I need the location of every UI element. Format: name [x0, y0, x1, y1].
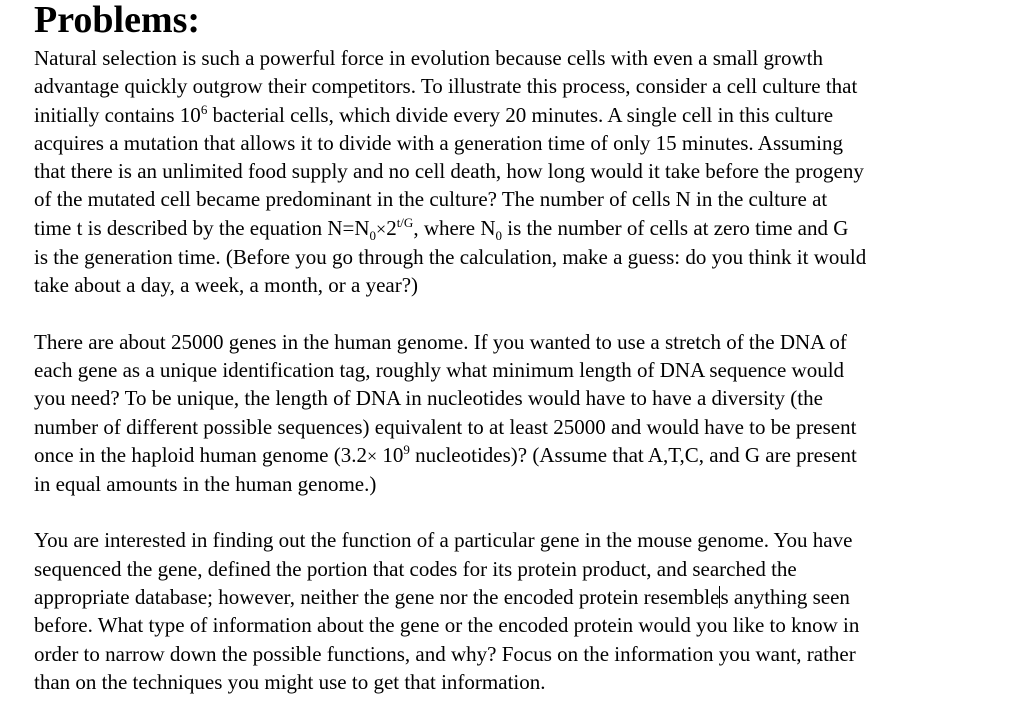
text-run: nucleotides)? (Assume that A,T,C, and G are present	[409, 442, 857, 467]
text-run: 10	[377, 442, 404, 467]
text-run: bacterial cells, which divide every 20 minutes. A single cell in this culture	[207, 102, 834, 127]
page-title: Problems:	[34, 0, 201, 41]
text-line	[34, 441, 994, 470]
text-run: , where N	[413, 215, 496, 240]
text-line: than on the techniques you might use to get that information.	[34, 669, 546, 694]
text-run: is the number of cells at zero time and G	[502, 215, 849, 240]
superscript: t/G	[396, 214, 414, 230]
superscript: 6	[200, 101, 208, 117]
text-line: advantage quickly outgrow their competitors. To illustrate this process, consider a cell culture that	[34, 74, 858, 99]
text-line: before. What type of information about the gene or the encoded protein would you like to know in	[34, 613, 860, 638]
text-line: Natural selection is such a powerful force in evolution because cells with even a small growth	[34, 46, 823, 70]
text-run: s anything seen	[720, 585, 850, 610]
text-run: appropriate database; however, neither the gene nor the encoded protein resemble	[34, 585, 720, 610]
equation-line	[34, 214, 994, 243]
text-line: in equal amounts in the human genome.)	[34, 472, 377, 497]
text-line: There are about 25000 genes in the human genome. If you wanted to use a stretch of the DNA of	[34, 329, 847, 354]
text-line: You are interested in finding out the function of a particular gene in the mouse genome. You have	[34, 528, 853, 553]
document-page	[34, 0, 994, 696]
text-run: initially contains 10	[34, 102, 201, 127]
text-line: number of different possible sequences) equivalent to at least 25000 and would have to be present	[34, 414, 857, 439]
text-line[interactable]	[34, 583, 994, 611]
text-line	[34, 101, 994, 129]
text-line: sequenced the gene, defined the portion that codes for its protein product, and searched the	[34, 556, 797, 581]
problem-1	[34, 44, 994, 300]
times-symbol: ×	[376, 218, 387, 239]
subscript: 0	[495, 227, 503, 243]
problem-2	[34, 328, 994, 499]
text-line: is the generation time. (Before you go through the calculation, make a guess: do you think it would	[34, 245, 867, 270]
problem-3	[34, 526, 994, 696]
text-run: once in the haploid human genome (3.2	[34, 442, 367, 467]
text-line: you need? To be unique, the length of DNA in nucleotides would have to have a diversity (the	[34, 386, 823, 411]
text-line: that there is an unlimited food supply and no cell death, how long would it take before the progeny	[34, 159, 864, 184]
superscript: 9	[403, 441, 410, 457]
subscript: 0	[369, 227, 377, 243]
text-run: time t is described by the equation N=N	[34, 215, 370, 240]
text-line: take about a day, a week, a month, or a year?)	[34, 273, 419, 298]
text-line: each gene as a unique identification tag, roughly what minimum length of DNA sequence would	[34, 357, 845, 382]
text-run: 2	[386, 215, 397, 240]
times-symbol: ×	[367, 445, 378, 466]
text-line: acquires a mutation that allows it to divide with a generation time of only 15 minutes. Assuming	[34, 130, 843, 155]
text-line: order to narrow down the possible functions, and why? Focus on the information you want, rather	[34, 641, 856, 666]
text-line: of the mutated cell became predominant in the culture? The number of cells N in the culture at	[34, 187, 828, 212]
